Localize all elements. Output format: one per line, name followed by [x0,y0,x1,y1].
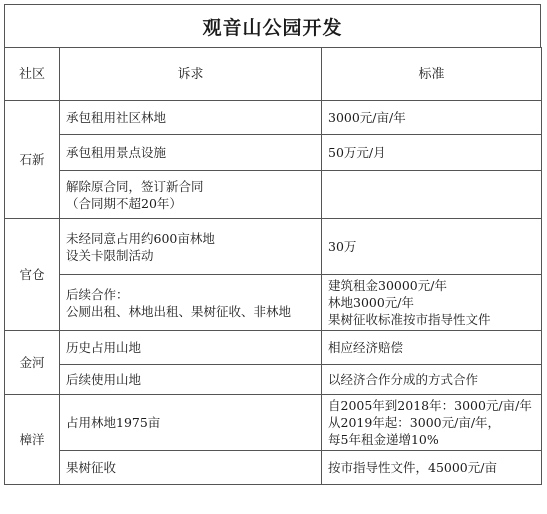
demand-line: 占用林地1975亩 [66,415,161,430]
header-community: 社区 [5,48,60,101]
standard-cell [322,219,542,275]
header-demand: 诉求 [60,48,322,101]
demand-line: 后续合作： [66,286,129,302]
table-row [5,101,542,135]
standard-cell [322,101,542,135]
demand-cell [60,451,322,485]
demand-cell [60,171,322,219]
demand-cell [60,219,322,275]
table-row [5,219,542,275]
table-row [5,451,542,485]
demand-line: 解除原合同，签订新合同 [66,178,204,194]
table-row [5,275,542,331]
demand-line: 后续使用山地 [66,372,142,387]
standard-line: 3000元/亩/年 [328,110,406,125]
demand-line: 承包租用社区林地 [66,110,167,125]
header-row [5,48,542,101]
standard-cell [322,365,542,395]
standard-line: 自2005年到2018年：3000元/亩/年 [328,398,532,413]
community-cell: 官仓 [5,219,60,331]
demand-line: 果树征收 [66,460,117,475]
demand-line: 历史占用山地 [66,340,142,355]
demand-cell [60,331,322,365]
standard-line: 以经济合作分成的方式合作 [328,372,479,387]
table-row [5,135,542,171]
standard-line: 建筑租金30000元/年 [328,278,447,293]
standard-line: 相应经济赔偿 [328,340,404,355]
standard-cell [322,331,542,365]
demand-line: 承包租用景点设施 [66,145,167,160]
demand-cell [60,365,322,395]
standard-line: 30万 [328,239,357,254]
demand-cell [60,275,322,331]
table-row [5,395,542,451]
community-cell: 石新 [5,101,60,219]
demand-line: 设关卡限制活动 [66,247,154,263]
community-cell: 金河 [5,331,60,395]
demand-cell [60,101,322,135]
standard-cell [322,135,542,171]
demand-cell [60,395,322,451]
standard-line: 50万元/月 [328,145,386,160]
community-cell: 樟洋 [5,395,60,485]
table-row [5,365,542,395]
standard-cell [322,171,542,219]
standard-cell [322,275,542,331]
standard-line: 果树征收标准按市指导性文件 [328,312,491,327]
table-row [5,171,542,219]
demand-cell [60,135,322,171]
demand-line: 未经同意占用约600亩林地 [66,230,215,246]
standard-cell [322,451,542,485]
standard-line: 林地3000元/年 [328,295,415,310]
standard-line: 从2019年起：3000元/亩/年， [328,415,501,430]
demand-line: （合同期不超20年） [66,195,182,211]
demands-table [4,47,542,485]
document-title: 观音山公园开发 [4,4,541,48]
header-standard: 标准 [322,48,542,101]
standard-cell [322,395,542,451]
table-row [5,331,542,365]
standard-line: 按市指导性文件，45000元/亩 [328,460,497,475]
standard-line: 每5年租金递增10% [328,432,439,447]
demand-line: 公厕出租、林地出租、果树征收、非林地 [66,303,292,319]
